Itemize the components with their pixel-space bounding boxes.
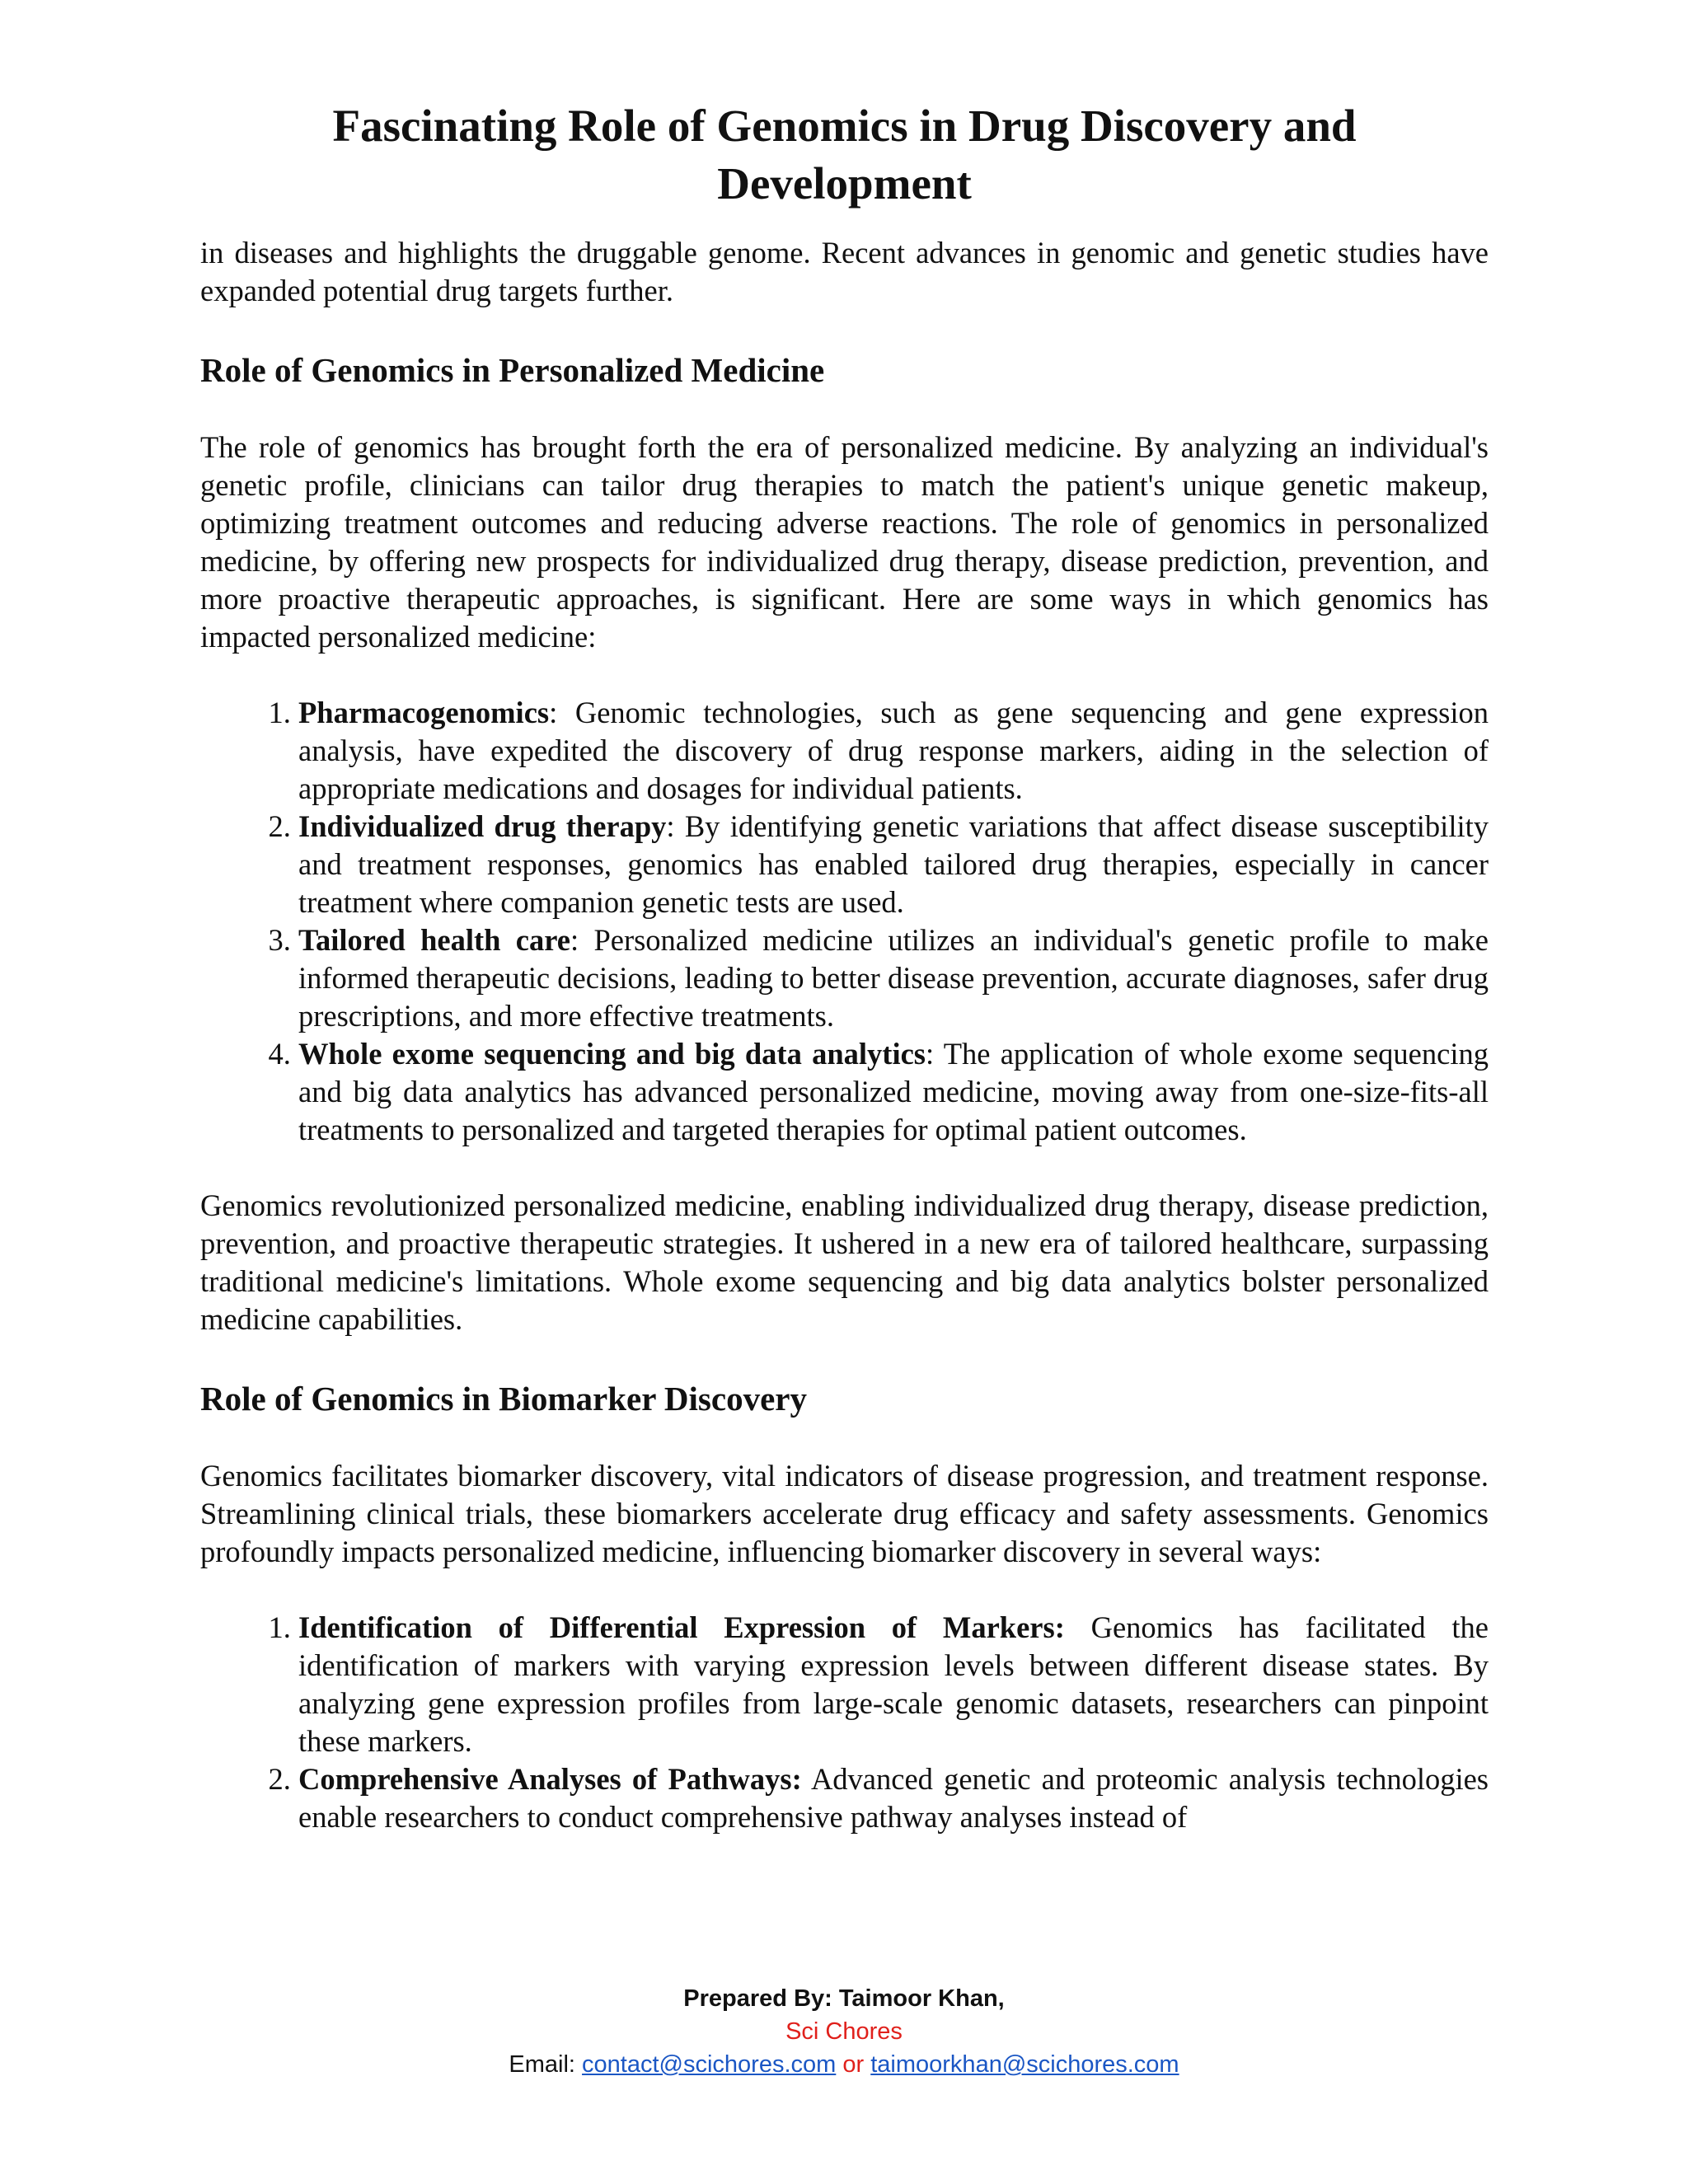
document-content [200,97,1489,1836]
list-item [298,694,1489,808]
list-item [298,1760,1489,1836]
list-item-text: : Personalized medicine utilizes an individual's genetic profile to make informed therapeutic decisions, leading to better disease prevention, accurate diagnoses, safer drug prescriptions, and more effective treatments. [298,923,1489,1033]
section-heading-biomarker-discovery: Role of Genomics in Biomarker Discovery [200,1380,807,1418]
list-item-text: : By identifying genetic variations that affect disease susceptibility and treatment responses, genomics has enabled tailored drug therapies, especially in cancer treatment where companion genetic tests are used. [298,809,1489,919]
list-item [298,1609,1489,1760]
biomarker-intro-paragraph: Genomics facilitates biomarker discovery, vital indicators of disease progression, and treatment response. Streamlining clinical trials, these biomarkers accelerate drug efficacy and safety assessments. Genomics profoundly impacts personalized medicine, influencing biomarker discovery in several ways: [200,1459,1489,1568]
personalized-medicine-list [200,694,1489,1149]
page-footer [0,1982,1688,2081]
intro-paragraph: in diseases and highlights the druggable genome. Recent advances in genomic and genetic studies have expanded potential drug targets further. [200,236,1489,307]
footer-email-separator: or [836,2051,871,2078]
footer-email-label: Email: [509,2051,583,2078]
footer-email-link-taimoorkhan[interactable]: taimoorkhan@scichores.com [870,2051,1179,2078]
footer-email-line [0,2048,1688,2081]
personalized-medicine-intro-paragraph: The role of genomics has brought forth the era of personalized medicine. By analyzing an individual's genetic profile, clinicians can tailor drug therapies to match the patient's unique genetic makeup, optimizing treatment outcomes and reducing adverse reactions. The role of genomics in personalized medicine, by offering new prospects for individualized drug therapy, disease prediction, prevention, and more proactive therapeutic approaches, is significant. Here are some ways in which genomics has impacted personalized medicine: [200,430,1489,654]
list-item [298,921,1489,1035]
spacer [200,1149,1489,1187]
list-item-lead: Identification of Differential Expression of Markers: [298,1610,1065,1644]
list-item-lead: Individualized drug therapy [298,809,667,843]
list-item-text: : Genomic technologies, such as gene sequencing and gene expression analysis, have expedited the discovery of drug response markers, aiding in the selection of appropriate medications and dosages for individual patients. [298,696,1489,805]
list-item-lead: Comprehensive Analyses of Pathways: [298,1762,802,1796]
list-item-text: Advanced genetic and proteomic analysis technologies enable researchers to conduct comprehensive pathway analyses instead of [298,1762,1489,1834]
document-title: Fascinating Role of Genomics in Drug Discovery and Development [332,101,1357,209]
list-item-text: : The application of whole exome sequencing and big data analytics has advanced personalized medicine, moving away from one-size-fits-all treatments to personalized and targeted therapies for optimal patient outcomes. [298,1037,1489,1146]
personalized-medicine-summary-paragraph: Genomics revolutionized personalized medicine, enabling individualized drug therapy, disease prediction, prevention, and proactive therapeutic strategies. It ushered in a new era of tailored healthcare, surpassing traditional medicine's limitations. Whole exome sequencing and big data analytics bolster personalized medicine capabilities. [200,1188,1489,1336]
list-item-lead: Pharmacogenomics [298,696,550,729]
footer-email-link-contact[interactable]: contact@scichores.com [582,2051,837,2078]
biomarker-list [200,1609,1489,1836]
list-item-lead: Whole exome sequencing and big data analytics [298,1037,926,1071]
list-item-lead: Tailored health care [298,923,570,957]
footer-organization: Sci Chores [785,2018,903,2045]
list-item [298,1035,1489,1149]
footer-prepared-by: Prepared By: Taimoor Khan, [683,1985,1005,2012]
list-item [298,808,1489,921]
section-heading-personalized-medicine: Role of Genomics in Personalized Medicine [200,351,825,389]
list-item-text: Genomics has facilitated the identification of markers with varying expression levels between different disease states. By analyzing gene expression profiles from large-scale genomic datasets, researchers can pinpoint these markers. [298,1610,1489,1758]
